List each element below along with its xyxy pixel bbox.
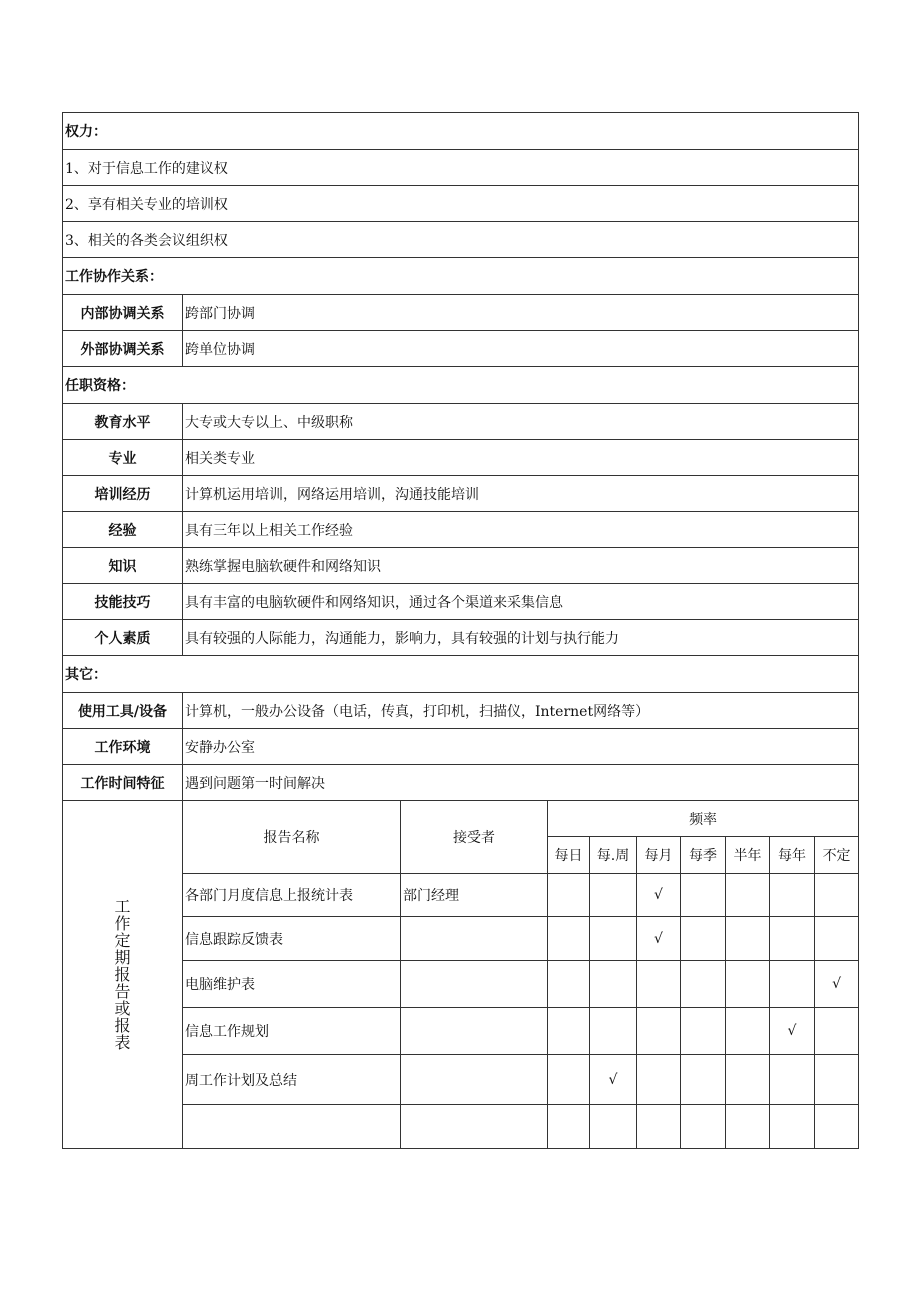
report-row: [63, 1105, 859, 1149]
authority-item: 2、享有相关专业的培训权: [63, 186, 859, 222]
report-receiver: [401, 1055, 548, 1105]
report-check-cell: [548, 874, 590, 917]
other-label: 工作时间特征: [63, 765, 183, 801]
report-check-cell: [815, 1105, 859, 1149]
report-check-cell: [815, 1008, 859, 1055]
report-check-cell: [726, 874, 770, 917]
qualification-label: 技能技巧: [63, 584, 183, 620]
report-check-cell: [590, 961, 637, 1008]
relations-row: [63, 295, 859, 331]
report-check-cell: [726, 917, 770, 961]
freq-header-quarterly: 每季: [681, 837, 726, 874]
qualifications-heading: 任职资格：: [63, 367, 859, 404]
qualification-row: [63, 512, 859, 548]
relations-value: 跨单位协调: [183, 331, 859, 367]
report-receiver: [401, 1008, 548, 1055]
report-check-cell: [681, 917, 726, 961]
qualification-value: 计算机运用培训，网络运用培训，沟通技能培训: [183, 476, 859, 512]
report-check-cell: [681, 961, 726, 1008]
report-check-cell: [548, 917, 590, 961]
report-check-cell: [590, 917, 637, 961]
authority-item: 1、对于信息工作的建议权: [63, 150, 859, 186]
report-check-cell: [548, 1008, 590, 1055]
report-check-cell: √: [590, 1055, 637, 1105]
report-check-cell: [726, 961, 770, 1008]
qualifications-heading-row: [63, 367, 859, 404]
report-name: 周工作计划及总结: [183, 1055, 401, 1105]
report-row: [63, 917, 859, 961]
other-label: 使用工具/设备: [63, 693, 183, 729]
report-receiver: [401, 917, 548, 961]
report-check-cell: [726, 1008, 770, 1055]
report-check-cell: [681, 1055, 726, 1105]
report-name: [183, 1105, 401, 1149]
report-check-cell: √: [637, 874, 681, 917]
qualification-label: 教育水平: [63, 404, 183, 440]
authority-item-row: [63, 222, 859, 258]
report-receiver: [401, 1105, 548, 1149]
qualification-value: 大专或大专以上、中级职称: [183, 404, 859, 440]
other-row: [63, 729, 859, 765]
freq-header-irregular: 不定: [815, 837, 859, 874]
report-row: [63, 961, 859, 1008]
report-name-header: 报告名称: [183, 801, 401, 874]
qualification-value: 具有三年以上相关工作经验: [183, 512, 859, 548]
other-label: 工作环境: [63, 729, 183, 765]
report-check-cell: [637, 961, 681, 1008]
report-check-cell: [770, 1105, 815, 1149]
qualification-value: 相关类专业: [183, 440, 859, 476]
report-check-cell: [637, 1008, 681, 1055]
report-row: [63, 1055, 859, 1105]
report-receiver: 部门经理: [401, 874, 548, 917]
report-check-cell: [590, 1008, 637, 1055]
report-name: 信息跟踪反馈表: [183, 917, 401, 961]
qualification-row: [63, 584, 859, 620]
report-check-cell: [590, 1105, 637, 1149]
report-check-cell: √: [637, 917, 681, 961]
report-check-cell: [681, 1105, 726, 1149]
qualification-label: 个人素质: [63, 620, 183, 656]
report-check-cell: [726, 1105, 770, 1149]
report-header-row: [63, 801, 859, 837]
qualification-row: [63, 440, 859, 476]
reports-section-label-text: 工作定期报告或报表: [114, 896, 131, 1052]
report-check-cell: [548, 961, 590, 1008]
other-value: 安静办公室: [183, 729, 859, 765]
qualification-label: 专业: [63, 440, 183, 476]
qualification-value: 具有丰富的电脑软硬件和网络知识，通过各个渠道来采集信息: [183, 584, 859, 620]
qualification-label: 知识: [63, 548, 183, 584]
freq-header-daily: 每日: [548, 837, 590, 874]
authority-heading-row: [63, 113, 859, 150]
qualification-row: [63, 476, 859, 512]
job-description-table: [62, 112, 859, 1149]
report-check-cell: [770, 874, 815, 917]
authority-heading: 权力：: [63, 113, 859, 150]
report-check-cell: [637, 1105, 681, 1149]
report-check-cell: [681, 1008, 726, 1055]
relations-value: 跨部门协调: [183, 295, 859, 331]
relations-heading-row: [63, 258, 859, 295]
report-receiver: [401, 961, 548, 1008]
other-heading-row: [63, 656, 859, 693]
report-check-cell: [681, 874, 726, 917]
report-check-cell: [726, 1055, 770, 1105]
report-frequency-header: 频率: [548, 801, 859, 837]
qualification-value: 具有较强的人际能力，沟通能力，影响力，具有较强的计划与执行能力: [183, 620, 859, 656]
report-check-cell: [815, 874, 859, 917]
report-check-cell: [770, 961, 815, 1008]
report-receiver-header: 接受者: [401, 801, 548, 874]
reports-section-label: [63, 801, 183, 1149]
freq-header-weekly: 每.周: [590, 837, 637, 874]
report-row: [63, 874, 859, 917]
report-name: 电脑维护表: [183, 961, 401, 1008]
authority-item-row: [63, 150, 859, 186]
authority-item-row: [63, 186, 859, 222]
report-check-cell: √: [770, 1008, 815, 1055]
other-value: 计算机，一般办公设备（电话，传真，打印机，扫描仪，Internet网络等）: [183, 693, 859, 729]
qualification-row: [63, 404, 859, 440]
report-check-cell: [815, 1055, 859, 1105]
report-check-cell: [590, 874, 637, 917]
job-description-sheet: [62, 112, 858, 1149]
qualification-row: [63, 620, 859, 656]
report-check-cell: √: [815, 961, 859, 1008]
qualification-label: 培训经历: [63, 476, 183, 512]
qualification-label: 经验: [63, 512, 183, 548]
authority-item: 3、相关的各类会议组织权: [63, 222, 859, 258]
other-row: [63, 765, 859, 801]
other-row: [63, 693, 859, 729]
report-check-cell: [770, 917, 815, 961]
report-check-cell: [548, 1105, 590, 1149]
report-check-cell: [815, 917, 859, 961]
relations-row: [63, 331, 859, 367]
report-check-cell: [770, 1055, 815, 1105]
other-heading: 其它：: [63, 656, 859, 693]
relations-label: 内部协调关系: [63, 295, 183, 331]
qualification-row: [63, 548, 859, 584]
report-name: 各部门月度信息上报统计表: [183, 874, 401, 917]
qualification-value: 熟练掌握电脑软硬件和网络知识: [183, 548, 859, 584]
freq-header-monthly: 每月: [637, 837, 681, 874]
report-check-cell: [548, 1055, 590, 1105]
report-name: 信息工作规划: [183, 1008, 401, 1055]
report-check-cell: [637, 1055, 681, 1105]
relations-label: 外部协调关系: [63, 331, 183, 367]
other-value: 遇到问题第一时间解决: [183, 765, 859, 801]
report-row: [63, 1008, 859, 1055]
freq-header-yearly: 每年: [770, 837, 815, 874]
relations-heading: 工作协作关系：: [63, 258, 859, 295]
freq-header-half-year: 半年: [726, 837, 770, 874]
